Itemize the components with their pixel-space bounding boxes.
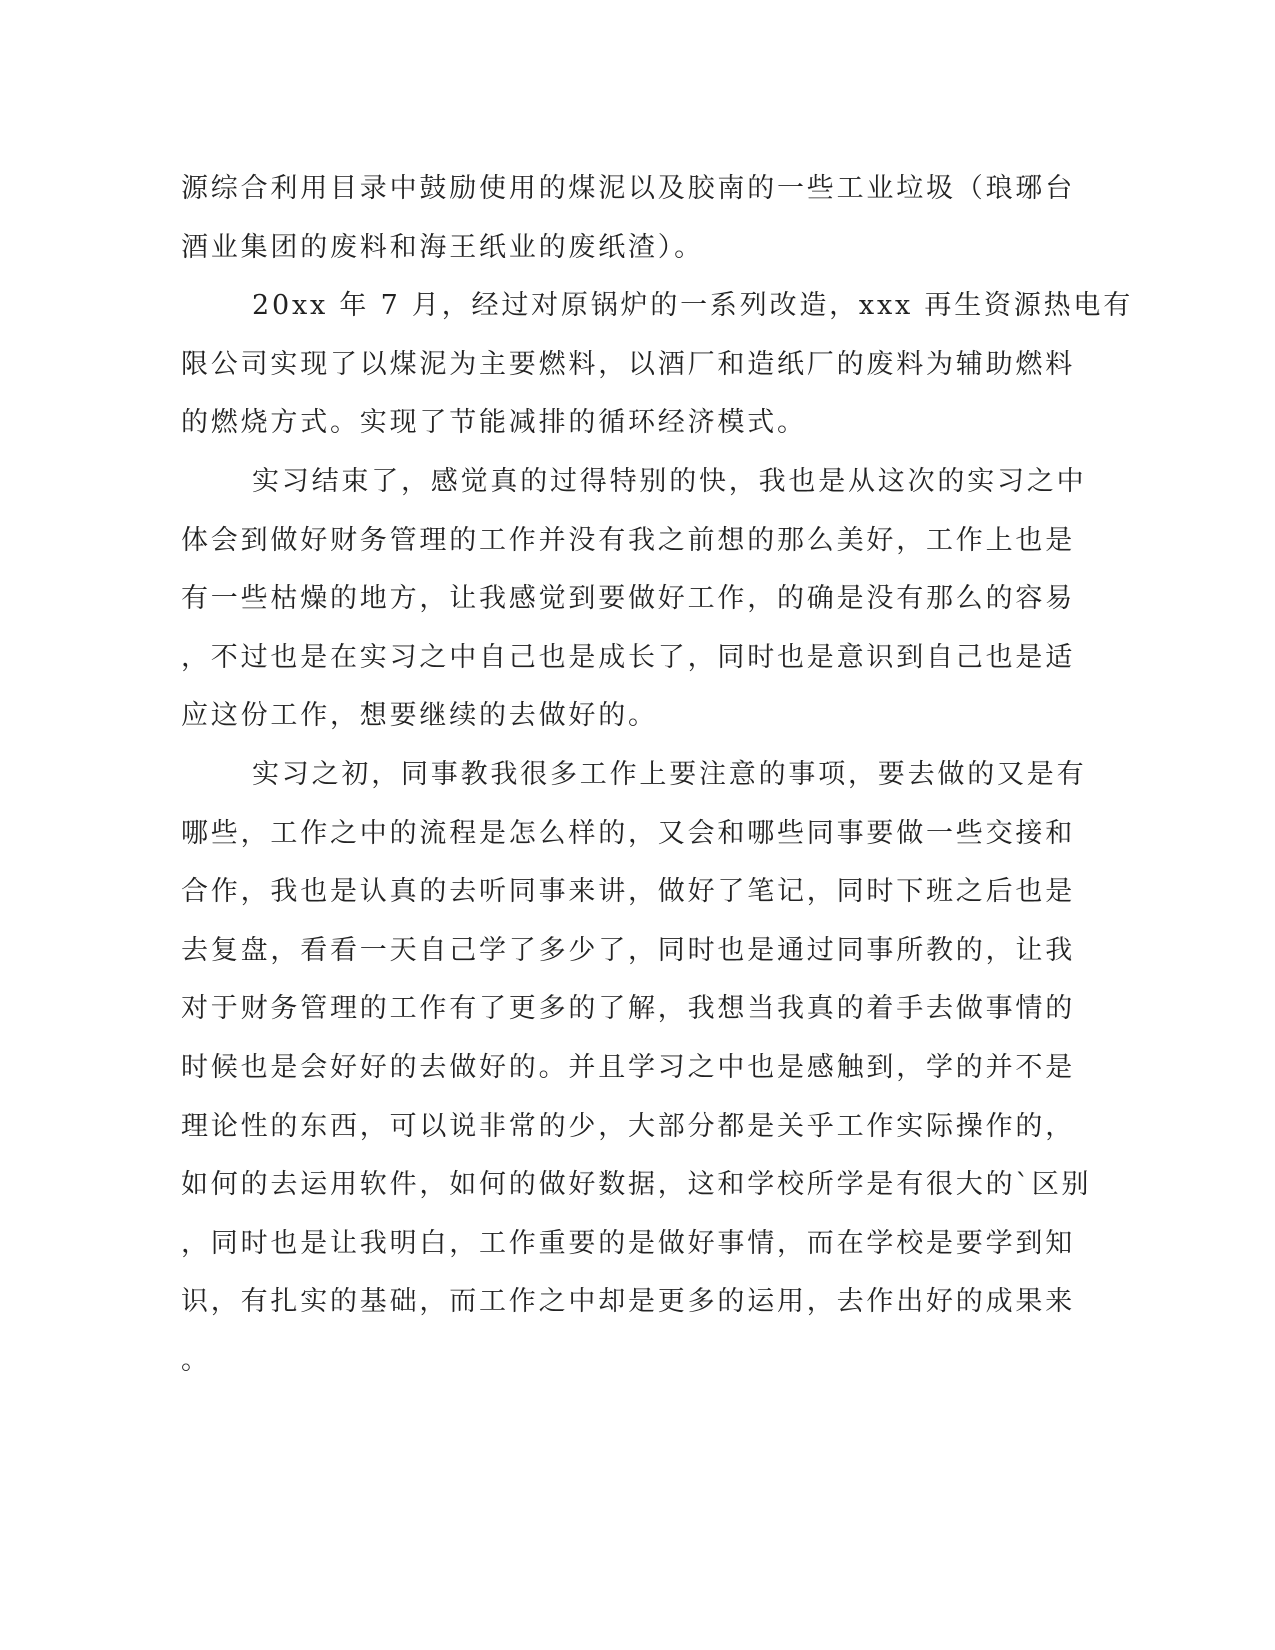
text-line: 的燃烧方式。实现了节能减排的循环经济模式。	[181, 407, 807, 439]
text-line: 去复盘，看看一天自己学了多少了，同时也是通过同事所教的，让我	[181, 934, 1075, 966]
text-line: ，同时也是让我明白，工作重要的是做好事情，而在学校是要学到知	[181, 1227, 1075, 1259]
text-line: 实习结束了，感觉真的过得特别的快，我也是从这次的实习之中	[252, 465, 1087, 497]
text-line: 时候也是会好好的去做好的。并且学习之中也是感触到，学的并不是	[181, 1051, 1075, 1083]
text-line: ，不过也是在实习之中自己也是成长了，同时也是意识到自己也是适	[181, 641, 1075, 673]
text-line: 。	[181, 1344, 211, 1376]
text-line: 20xx 年 7 月，经过对原锅炉的一系列改造，xxx 再生资源热电有	[252, 290, 1133, 322]
text-line: 对于财务管理的工作有了更多的了解，我想当我真的着手去做事情的	[181, 993, 1075, 1025]
text-line: 识，有扎实的基础，而工作之中却是更多的运用，去作出好的成果来	[181, 1286, 1075, 1318]
text-line: 源综合利用目录中鼓励使用的煤泥以及胶南的一些工业垃圾（琅琊台	[181, 173, 1075, 204]
document-body	[181, 160, 1133, 1390]
text-line: 应这份工作，想要继续的去做好的。	[181, 700, 658, 732]
text-line: 体会到做好财务管理的工作并没有我之前想的那么美好，工作上也是	[181, 524, 1075, 556]
text-line: 合作，我也是认真的去听同事来讲，做好了笔记，同时下班之后也是	[181, 876, 1075, 908]
text-line: 哪些，工作之中的流程是怎么样的，又会和哪些同事要做一些交接和	[181, 817, 1075, 849]
text-line: 有一些枯燥的地方，让我感觉到要做好工作，的确是没有那么的容易	[181, 583, 1075, 615]
text-line: 限公司实现了以煤泥为主要燃料，以酒厂和造纸厂的废料为辅助燃料	[181, 348, 1075, 380]
text-line: 理论性的东西，可以说非常的少，大部分都是关乎工作实际操作的，	[181, 1110, 1075, 1142]
text-line: 实习之初，同事教我很多工作上要注意的事项，要去做的又是有	[252, 758, 1087, 790]
text-line: 如何的去运用软件，如何的做好数据，这和学校所学是有很大的`区别	[181, 1169, 1092, 1201]
text-line: 酒业集团的废料和海王纸业的废纸渣）。	[181, 231, 704, 263]
